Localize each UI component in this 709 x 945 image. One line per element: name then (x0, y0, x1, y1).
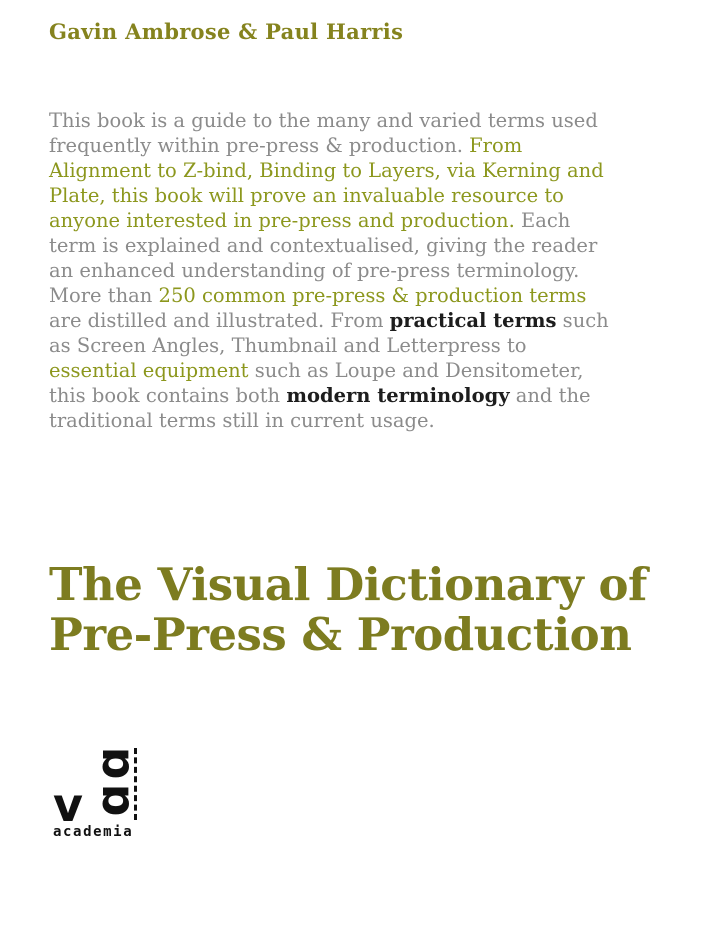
intro-segment: such as Screen Angles, Thumbnail and Letterpress to (49, 308, 609, 357)
intro-segment: Each term is explained and contextualised, giving the reader an enhanced understanding of pre-press terminology. More than (49, 208, 598, 307)
intro-segment: modern terminology (286, 383, 510, 407)
logo-letter-a-bottom: ɑ (85, 783, 140, 817)
intro-segment: and the traditional terms still in current usage. (49, 383, 591, 432)
logo-wordmark: academia (53, 824, 134, 840)
logo-letter-a-top: ɑ (85, 746, 140, 780)
logo-registration-dash (134, 748, 137, 820)
intro-segment: such as Loupe and Densitometer, this book contains both (49, 358, 584, 407)
intro-paragraph (49, 108, 609, 433)
book-title (49, 560, 669, 660)
intro-segment: essential equipment (49, 358, 249, 382)
book-title-line-2: Pre-Press & Production (49, 608, 632, 661)
intro-segment: From Alignment to Z-bind, Binding to Layers, via Kerning and Plate, this book will prove an invaluable resource to anyone interested in pre-press and production. (49, 133, 604, 232)
author-line: Gavin Ambrose & Paul Harris (49, 19, 404, 44)
publisher-logo (53, 746, 143, 846)
intro-segment: are distilled and illustrated. From (49, 308, 390, 332)
book-title-line-1: The Visual Dictionary of (49, 558, 647, 611)
intro-segment: This book is a guide to the many and varied terms used frequently within pre-press & production. (49, 108, 598, 157)
intro-segment: 250 common pre-press & production terms (158, 283, 587, 307)
logo-letter-v: v (53, 778, 83, 832)
intro-segment: practical terms (389, 308, 557, 332)
